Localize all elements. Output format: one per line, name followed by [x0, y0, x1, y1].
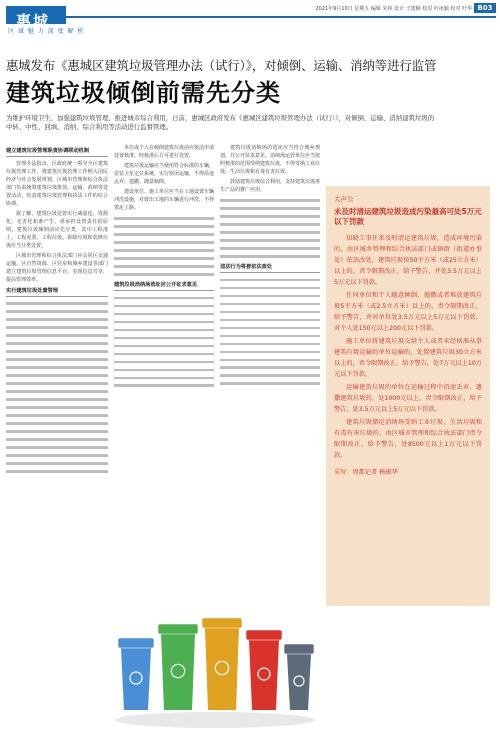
- article-paragraph: 管理办法指出，区政府统一领导全区建筑垃圾管理工作，将建筑垃圾管理工作纳入国民经济与社会发展规划，区城市管理和综合执法部门负责统筹建筑垃圾排放、运输、消纳等处置活动，负责建筑垃圾管理和执法工作的综合协调。: [6, 161, 108, 207]
- article-paragraph: 鼓励建筑垃圾综合利用，支持建筑垃圾再生产品的推广应用。: [220, 179, 320, 193]
- sidebar-paragraph: 建筑垃圾储运消纳场受纳工业垃圾、生活垃圾和有毒有害垃圾的，由区城市管理和综合执法部门责令限期改正，给予警告，处8500元以上1万元以下罚款。: [334, 419, 482, 459]
- bins-shadow: [115, 712, 315, 728]
- column-subhead: 建筑垃圾消纳场选址应公开征求意见: [114, 281, 214, 291]
- article-column-1: [6, 144, 108, 574]
- trash-bin: [246, 630, 282, 710]
- trash-bin-body: [205, 628, 239, 710]
- article-paragraph: 单位或个人在倾倒建筑垃圾前应依法申请处置核准，经核准后方可进行处置。: [114, 145, 214, 159]
- text-placeholder-lines: [6, 302, 108, 472]
- column-subhead: 建立建筑垃圾管理职责协调联动机制: [6, 147, 108, 157]
- trash-bin-lid: [284, 644, 314, 654]
- article-paragraph: 建设单位、施工单位应当在工地设置车辆冲洗设施，对驶出工地的车辆进行冲洗，不得带泥上路。: [114, 189, 214, 211]
- section-slogan: 区 域 魅 力 深 度 解 析: [8, 28, 85, 35]
- text-placeholder-lines: [114, 297, 214, 387]
- trash-bins-illustration: [110, 560, 320, 730]
- text-placeholder-lines: [114, 217, 214, 275]
- trash-bin: [118, 638, 154, 710]
- trash-bin: [158, 624, 198, 710]
- article-paragraph: 建筑垃圾消纳场的选址应当符合城乡规划，并公开征求意见。消纳场运营单位应当按照核准的范围受纳建筑垃圾，不得受纳工业垃圾、生活垃圾和有毒有害垃圾。: [220, 145, 320, 175]
- sidebar-paragraph: 知晓工事任来及时清运建筑垃圾，造成环境污染的，由区城乡管理和综合执法部门或镇街（街道办事处）依法改处，建筑垃圾按50平方米（或25立方米）以上的，责令限期改正，给予警告，并处3.5万元以上5万元以下罚款。: [334, 235, 482, 286]
- sidebar-paragraph: 任何单位和个人随意倾倒、抛撒或者堆放建筑垃圾5平方米（或2.5立方米）以上的，责令限期改正，给予警告，并对单位处3.5万元以上5万元以下罚款，对个人处150元以上200元以下罚款。: [334, 292, 482, 332]
- article-lede: 为维护环境卫生，加强建筑垃圾管理，推进城市综合利用，日前，惠城区政府发布《惠城区建筑垃圾管理办法（试行）》，对倾倒、运输、消纳建筑垃圾的中转、中性、回填、消纳、综合利用等活动进行监督管理。: [6, 114, 435, 131]
- trash-bin-lid: [246, 630, 282, 640]
- trash-bin: [202, 618, 242, 710]
- trash-bin-body: [121, 648, 151, 710]
- article-paragraph: 区城市管理和综合执法部门应会同区交通运输、区自然资源、区住房和城乡建设等部门建立建筑垃圾管理信息平台，实现信息共享，提高管理效率。: [6, 253, 108, 283]
- section-logo: [6, 6, 66, 30]
- dateline: 2021年9月10日 星期五 编辑 朱林 设计 王建楠 校对 叶冰颖 校对 叶华: [315, 6, 472, 12]
- sidebar-body: [334, 233, 482, 461]
- trash-bin-body: [287, 654, 311, 710]
- sidebar-title: 未及时清运建筑垃圾造成污染最高可处5万元以下罚款: [334, 207, 482, 226]
- sidebar-box: [326, 186, 490, 606]
- text-placeholder-lines: [220, 199, 320, 257]
- text-placeholder-lines: [220, 279, 320, 385]
- sidebar-credit: 采写：周都记者 杨振华: [334, 469, 398, 476]
- trash-bin-body: [249, 640, 279, 710]
- section-logo-text: 惠城: [16, 12, 51, 30]
- trash-bin-lid: [118, 638, 154, 648]
- page-number-badge: B03: [474, 3, 496, 13]
- trash-bin-body: [161, 634, 195, 710]
- column-subhead: 违法行为将被依法查处: [220, 263, 320, 273]
- sidebar-paragraph: 运输建筑垃圾的单位在运输过程中沿途丢弃、遗撒建筑垃圾的，处1000元以上，责令限期改正，给予警告，处3.5万元以上5万元以下罚款。: [334, 384, 482, 413]
- trash-bin-lid: [158, 624, 198, 634]
- article-column-2: [114, 144, 214, 434]
- sidebar-kicker: 大声公: [334, 195, 354, 203]
- article-paragraph: 据了解，建筑垃圾处置实行减量化、资源化、无害化和谁产生、谁承担处置责任的原则。建筑垃圾倾倒前应先分类，其中工程渣土、工程泥浆、工程垃圾、拆除垃圾和装修垃圾应当分类处置。: [6, 211, 108, 249]
- article-paragraph: 建筑垃圾运输应当使用符合标准的车辆，安装卫星定位系统，实行密闭运输，不得沿途丢弃、遗撒、随意倾倒。: [114, 163, 214, 185]
- sidebar-paragraph: 施工单位将建筑垃圾交给个人或者未经核准从事建筑垃圾运输的单位运输的，处置建筑垃圾30立方米以上的，责令限期改正，给予警告，处7万元以上10万元以下罚款。: [334, 338, 482, 378]
- article-column-3: [220, 144, 320, 444]
- masthead-rule: [60, 16, 496, 18]
- masthead: [0, 0, 500, 38]
- trash-bin: [284, 644, 314, 710]
- article-kicker: 惠城发布《惠城区建筑垃圾管理办法（试行）》，对倾倒、运输、消纳等进行监管: [6, 59, 437, 73]
- column-subhead: 实行建筑垃圾处置管理: [6, 287, 108, 297]
- article-headline: 建筑垃圾倾倒前需先分类: [6, 79, 281, 107]
- trash-bin-lid: [202, 618, 242, 628]
